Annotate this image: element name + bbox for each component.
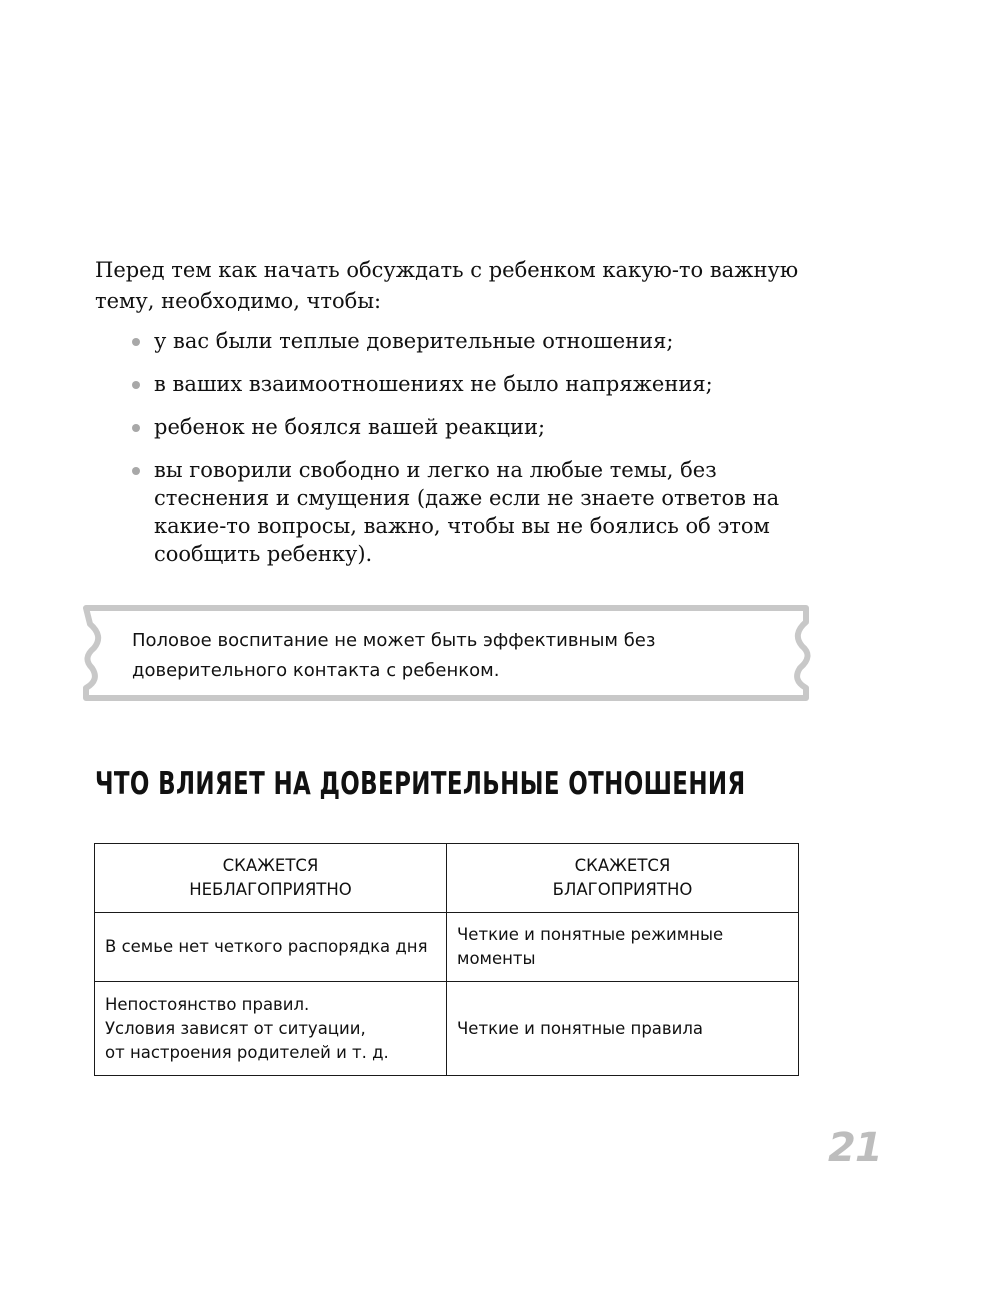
- list-item-text: в ваших взаимоотношениях не было напряжения;: [154, 372, 713, 396]
- bullet-icon: [132, 467, 140, 475]
- comparison-table: [94, 843, 799, 1076]
- header-favorable: СКАЖЕТСЯ БЛАГОПРИЯТНО: [447, 844, 799, 913]
- table-header-row: [95, 844, 799, 913]
- table-row: [95, 982, 799, 1076]
- table-cell: Четкие и понятные правила: [447, 982, 799, 1076]
- list-item-text: у вас были теплые доверительные отношения;: [154, 329, 674, 353]
- bullet-icon: [132, 424, 140, 432]
- table-row: [95, 913, 799, 982]
- note-callout: [80, 604, 812, 702]
- intro-paragraph: Перед тем как начать обсуждать с ребенком какую-то важную тему, необходимо, чтобы:: [95, 258, 799, 313]
- section-title: ЧТО ВЛИЯЕТ НА ДОВЕРИТЕЛЬНЫЕ ОТНОШЕНИЯ: [95, 766, 746, 802]
- list-item: [128, 456, 808, 568]
- list-item: [128, 370, 808, 398]
- page-number: 21: [828, 1125, 882, 1171]
- list-item-text: ребенок не боялся вашей реакции;: [154, 415, 546, 439]
- list-item-text: вы говорили свободно и легко на любые темы, без стеснения и смущения (даже если не знаете ответов на какие-то вопросы, важно, чтобы вы не боялись об этом сообщить ребенку).: [154, 458, 780, 566]
- bullet-icon: [132, 381, 140, 389]
- table-cell: В семье нет четкого распорядка дня: [95, 913, 447, 982]
- list-item: [128, 327, 808, 355]
- bullet-icon: [132, 338, 140, 346]
- header-unfavorable: СКАЖЕТСЯ НЕБЛАГОПРИЯТНО: [95, 844, 447, 913]
- table-cell: Непостоянство правил. Условия зависят от ситуации, от настроения родителей и т. д.: [95, 982, 447, 1076]
- bullet-list: [128, 327, 808, 583]
- list-item: [128, 413, 808, 441]
- table-cell: Четкие и понятные режимные моменты: [447, 913, 799, 982]
- note-text: Половое воспитание не может быть эффективным без доверительного контакта с ребенком.: [132, 630, 656, 681]
